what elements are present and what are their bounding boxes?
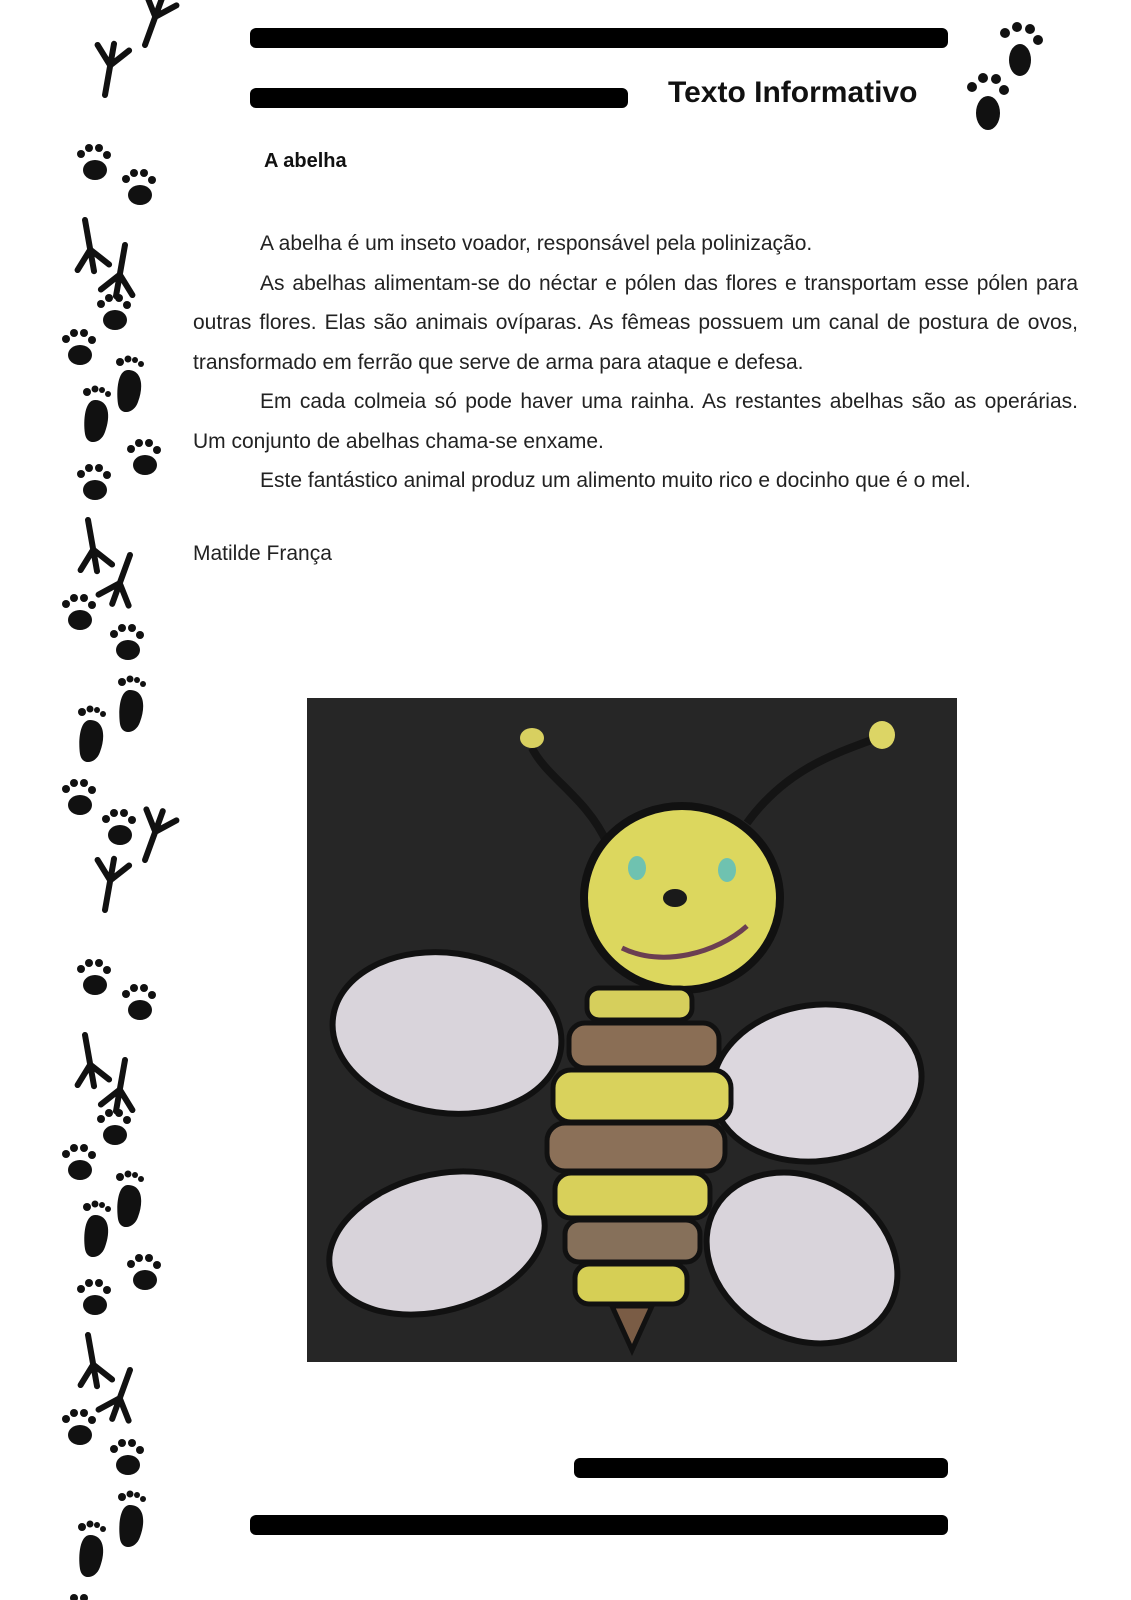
bee-illustration <box>307 698 957 1362</box>
author-name: Matilde França <box>193 542 332 565</box>
decorative-bar-bottom <box>250 1515 948 1535</box>
article-heading: A abelha <box>264 150 347 172</box>
bee-drawing-icon <box>307 698 957 1362</box>
decorative-bar-top <box>250 28 948 48</box>
paragraph: As abelhas alimentam-se do néctar e pólen das flores e transportam esse pólen para outras flores. Elas são animais ovíparas. As fêmeas possuem um canal de postura de ovos, transformado em ferrão que serve de arma para ataque e defesa. <box>193 271 1078 374</box>
article-body <box>193 224 1078 501</box>
paragraph: Em cada colmeia só pode haver uma rainha. As restantes abelhas são as operárias. Um conjunto de abelhas chama-se enxame. <box>193 390 1078 453</box>
decorative-bar-top-short <box>250 88 628 108</box>
page-title: Texto Informativo <box>668 76 918 109</box>
paragraph: A abelha é um inseto voador, responsável pela polinização. <box>260 232 813 255</box>
animal-footprints-icon <box>0 0 190 1600</box>
paw-prints-icon <box>950 15 1050 135</box>
decorative-bar-bottom-short <box>574 1458 948 1478</box>
paragraph: Este fantástico animal produz um alimento muito rico e docinho que é o mel. <box>260 469 971 492</box>
